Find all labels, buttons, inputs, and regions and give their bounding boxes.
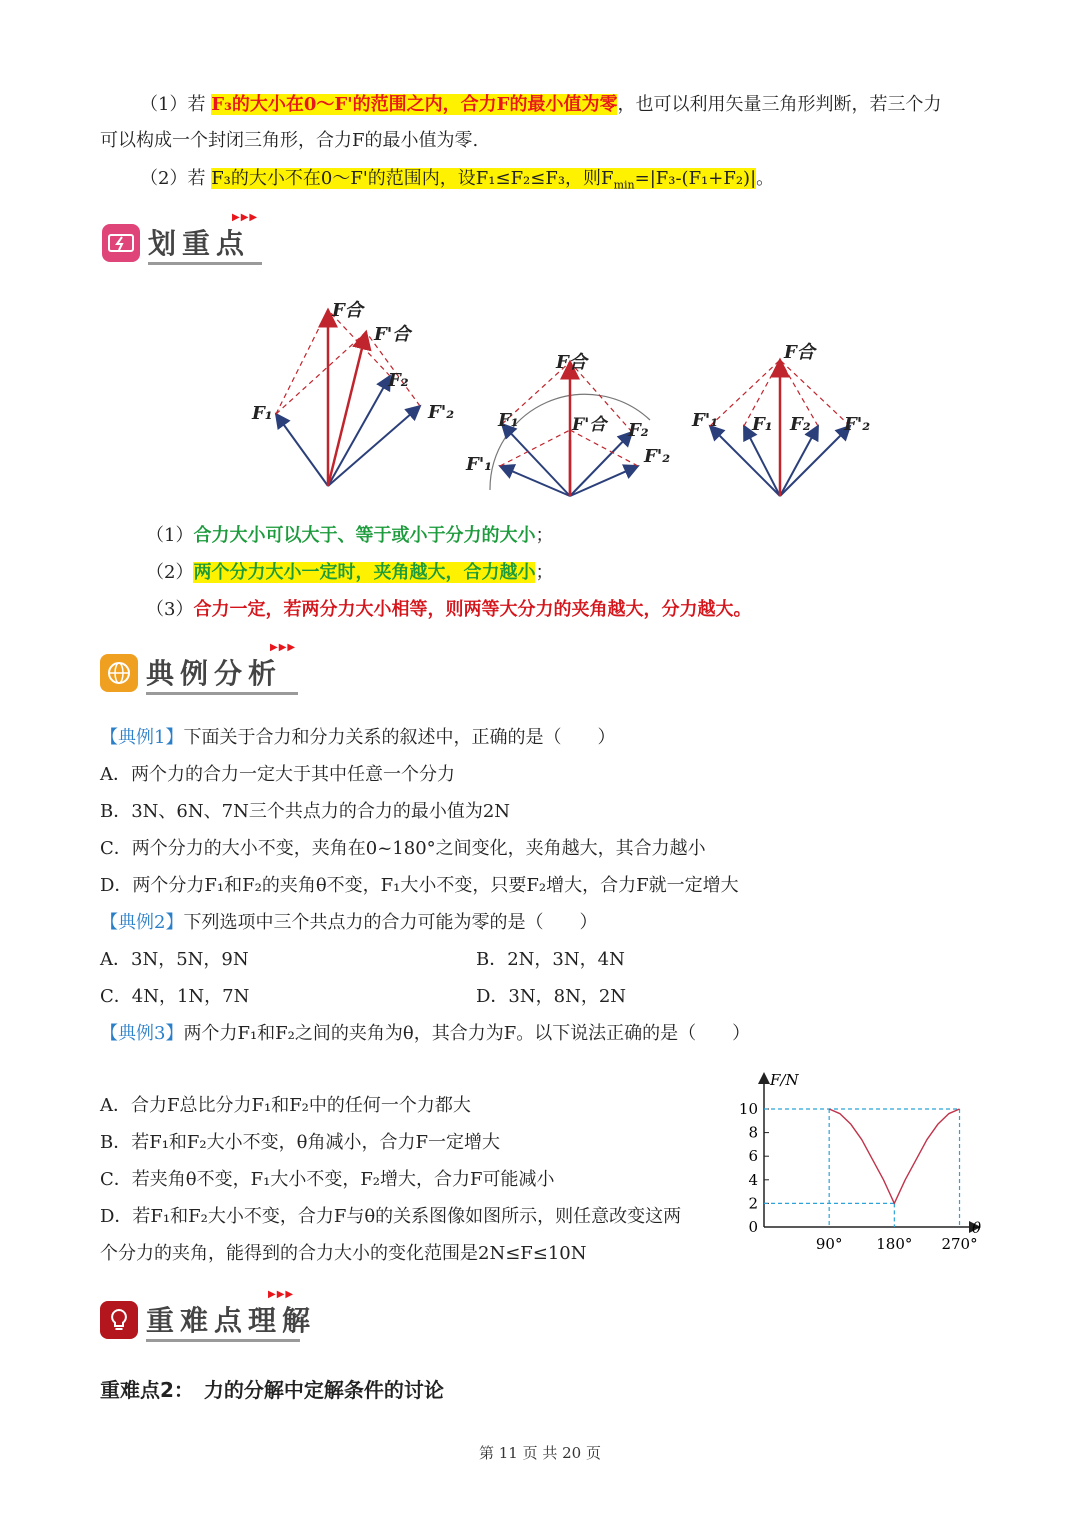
point-1: （1）合力大小可以大于、等于或小于分力的大小； (146, 525, 554, 546)
d3-label-f1-prime: F'₁ (692, 410, 719, 431)
ex2-option-b: B．2N，3N，4N (476, 949, 625, 970)
section-examples (100, 642, 330, 698)
y-tick-label: 10 (738, 1100, 758, 1118)
d2-label-f1-prime: F'₁ (466, 454, 493, 475)
section-underline (148, 262, 262, 265)
arrow-dots-icon: ▶▶▶ (232, 212, 259, 223)
y-tick-label: 8 (748, 1123, 758, 1142)
d2-label-f2-prime: F'₂ (644, 446, 671, 467)
ex1-option-d: D．两个分力F₁和F₂的夹角θ不变，F₁大小不变，只要F₂增大，合力F就一定增大 (100, 875, 739, 896)
ex1-option-a: A．两个力的合力一定大于其中任意一个分力 (100, 764, 455, 785)
section-underline (146, 1339, 300, 1342)
d3-label-f1: F₁ (752, 414, 773, 435)
d1-label-f2: F₂ (388, 370, 409, 391)
d1-label-f2-prime: F'₂ (428, 402, 455, 423)
d1-label-f1: F₁ (252, 403, 273, 424)
point-2: （2）两个分力大小一定时，夹角越大，合力越小； (146, 562, 554, 583)
y-axis-label: F/N (770, 1071, 799, 1089)
series-line (829, 1109, 959, 1203)
d2-label-fhe-prime: F'合 (572, 415, 607, 435)
section-difficult (100, 1289, 330, 1345)
ex3-stem: 【典例3】两个力F₁和F₂之间的夹角为θ，其合力为F。以下说法正确的是（ ） (100, 1023, 751, 1044)
d2-label-f2: F₂ (628, 420, 649, 441)
ex1-stem: 【典例1】下面关于合力和分力关系的叙述中，正确的是（ ） (100, 727, 616, 748)
x-tick-label: 90° (815, 1235, 843, 1253)
ex1-option-c: C．两个分力的大小不变，夹角在0~180°之间变化，夹角越大，其合力越小 (100, 838, 706, 859)
diagram-3 (710, 360, 850, 496)
y-tick-label: 6 (748, 1147, 758, 1166)
arrow-dots-icon: ▶▶▶ (270, 642, 297, 653)
d2-label-fhe: F合 (556, 352, 587, 373)
page-footer: 第 11 页 共 20 页 (478, 1444, 601, 1462)
ex2-stem: 【典例2】下列选项中三个共点力的合力可能为零的是（ ） (100, 912, 598, 933)
ex2-option-d: D．3N，8N，2N (476, 986, 627, 1007)
y-tick-label: 0 (748, 1218, 758, 1236)
d2-label-f1: F₁ (498, 410, 519, 431)
section-title: 典例分析 (146, 657, 283, 690)
intro-para-2: （2）若 F₃的大小不在0～F'的范围内，设F₁≤F₂≤F₃，则$F_{min}=|F_3-(F_1+F_2)|$。 (140, 168, 775, 192)
intro-para-1-cont: 可以构成一个封闭三角形，合力F的最小值为零. (100, 130, 479, 151)
globe-icon (100, 654, 138, 692)
x-tick-label: 180° (876, 1235, 913, 1253)
section-underline (146, 692, 298, 695)
section-title: 重难点理解 (146, 1304, 317, 1337)
d3-label-fhe: F合 (784, 342, 815, 363)
ex3-option-d-cont: 个分力的夹角，能得到的合力大小的变化范围是2N≤F≤10N (100, 1243, 587, 1264)
point-3: （3）合力一定，若两分力大小相等，则两等大分力的夹角越大，分力越大。 (146, 599, 752, 620)
force-diagrams (240, 290, 880, 510)
d3-label-f2-prime: F'₂ (844, 414, 871, 435)
x-axis-label: θ (972, 1219, 982, 1237)
f-theta-chart (730, 1065, 990, 1255)
y-tick-label: 4 (748, 1170, 758, 1189)
d1-label-fhe-prime: F'合 (374, 324, 411, 345)
ex3-option-b: B．若F₁和F₂大小不变，θ角减小，合力F一定增大 (100, 1132, 500, 1153)
section-key-points (102, 212, 302, 268)
y-tick-label: 2 (748, 1194, 758, 1213)
lightbulb-icon (100, 1301, 138, 1339)
lightning-icon (102, 224, 140, 262)
ex2-option-a: A．3N，5N，9N (100, 949, 249, 970)
ex3-option-d: D．若F₁和F₂大小不变，合力F与θ的关系图像如图所示，则任意改变这两 (100, 1206, 682, 1227)
x-tick-label: 270° (941, 1235, 978, 1253)
section-title: 划重点 (148, 227, 251, 260)
intro-para-1: （1）若 F₃的大小在0～F'的范围之内，合力F的最小值为零，也可以利用矢量三角形判断，若三个力 (140, 94, 942, 115)
d3-label-f2: F₂ (790, 414, 811, 435)
ex3-option-c: C．若夹角θ不变，F₁大小不变，F₂增大，合力F可能减小 (100, 1169, 555, 1190)
d1-label-fhe: F合 (332, 300, 363, 321)
subsection-title: 重难点2： 力的分解中定解条件的讨论 (100, 1378, 444, 1402)
ex2-option-c: C．4N，1N，7N (100, 986, 250, 1007)
ex3-option-a: A．合力F总比分力F₁和F₂中的任何一个力都大 (100, 1095, 471, 1116)
ex1-option-b: B．3N、6N、7N三个共点力的合力的最小值为2N (100, 801, 511, 822)
arrow-dots-icon: ▶▶▶ (268, 1289, 295, 1300)
